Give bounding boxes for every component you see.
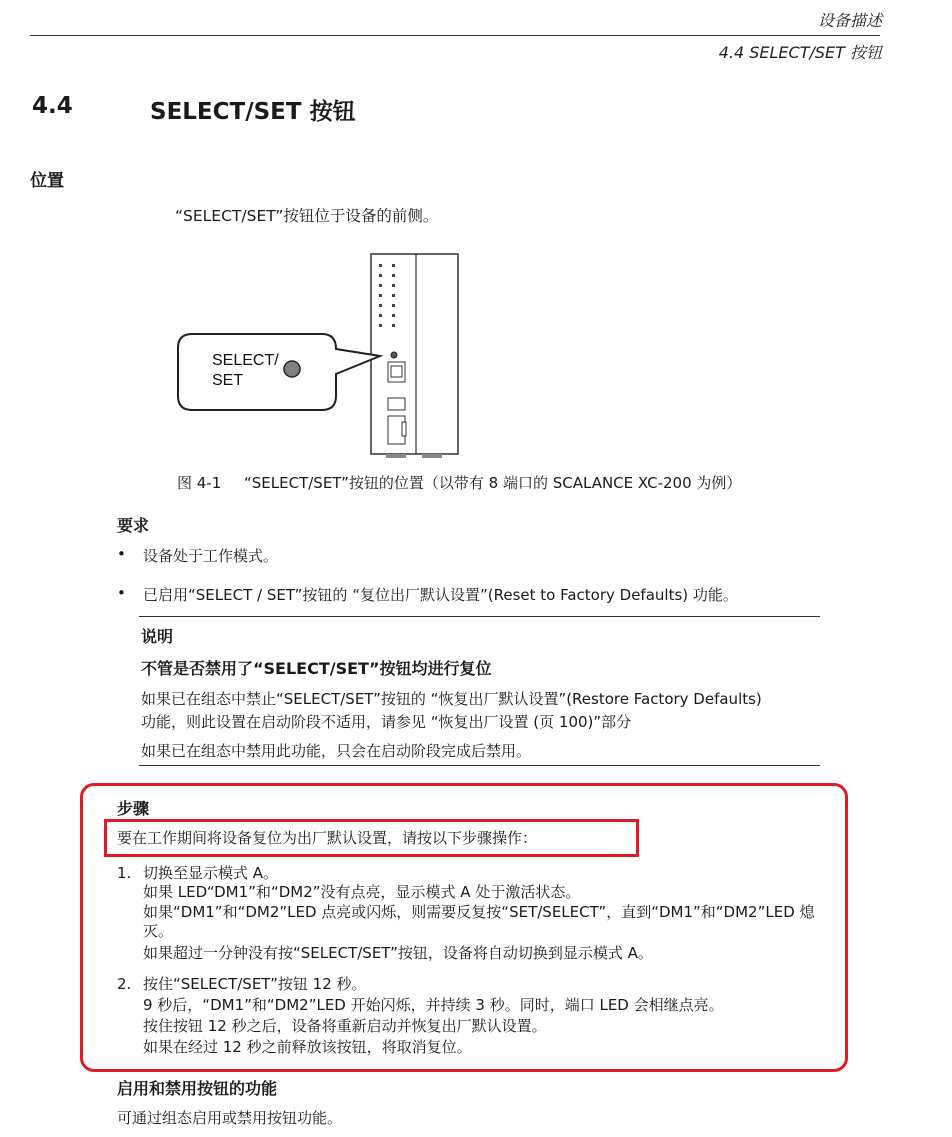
note-title: 不管是否禁用了“SELECT/SET”按钮均进行复位	[141, 659, 492, 678]
step-line: 灭。	[143, 922, 174, 940]
callout-label-line1: SELECT/	[212, 352, 279, 369]
note-top-rule	[139, 616, 820, 617]
note-para1-line2: 功能，则此设置在启动阶段不适用，请参见 “恢复出厂设置 (页 100)”部分	[141, 713, 632, 731]
enable-disable-text: 可通过组态启用或禁用按钮功能。	[117, 1109, 343, 1127]
location-heading: 位置	[30, 171, 64, 191]
header-rule	[30, 35, 880, 36]
note-para1-line1: 如果已在组态中禁止“SELECT/SET”按钮的 “恢复出厂默认设置”(Restore Factory Defaults)	[141, 690, 762, 708]
running-header-chapter: 设备描述	[817, 11, 882, 30]
step-line: 如果“DM1”和“DM2”LED 点亮或闪烁，则需要反复按“SET/SELECT”，直到“DM1”和“DM2”LED 熄	[143, 903, 815, 921]
section-title: SELECT/SET 按钮	[150, 99, 356, 125]
note-para2: 如果已在组态中禁用此功能，只会在启动阶段完成后禁用。	[141, 742, 532, 760]
enable-disable-heading: 启用和禁用按钮的功能	[117, 1079, 278, 1098]
step-line: 切换至显示模式 A。	[143, 864, 279, 882]
step-line: 按住按钮 12 秒之后，设备将重新启动并恢复出厂默认设置。	[143, 1017, 547, 1035]
device-body	[371, 254, 458, 454]
callout-bubble	[178, 334, 380, 410]
requirement-item: 设备处于工作模式。	[143, 547, 279, 565]
callout-button-icon	[284, 361, 300, 377]
location-text: “SELECT/SET”按钮位于设备的前侧。	[175, 207, 439, 225]
step-line: 如果 LED“DM1”和“DM2”没有点亮，显示模式 A 处于激活状态。	[143, 883, 581, 901]
procedure-intro: 要在工作期间将设备复位为出厂默认设置，请按以下步骤操作：	[117, 829, 538, 847]
procedure-heading: 步骤	[117, 799, 150, 818]
step-line: 9 秒后，“DM1”和“DM2”LED 开始闪烁，并持续 3 秒。同时，端口 LED 会相继点亮。	[143, 996, 724, 1014]
figure-caption-number: 图 4-1	[177, 474, 222, 492]
step-line: 如果在经过 12 秒之前释放该按钮，将取消复位。	[143, 1038, 472, 1056]
section-number: 4.4	[32, 93, 73, 119]
step-line: 如果超过一分钟没有按“SELECT/SET”按钮，设备将自动切换到显示模式 A。	[143, 944, 653, 962]
step-number: 2.	[117, 975, 132, 993]
requirement-item: 已启用“SELECT / SET”按钮的 “复位出厂默认设置”(Reset to Factory Defaults) 功能。	[143, 586, 738, 604]
port-mid	[388, 398, 405, 410]
bullet-icon: •	[117, 584, 126, 602]
device-select-button	[391, 352, 397, 358]
note-bottom-rule	[139, 765, 820, 766]
note-label: 说明	[141, 627, 174, 646]
step-line: 按住“SELECT/SET”按钮 12 秒。	[143, 975, 367, 993]
running-header-section: 4.4 SELECT/SET 按钮	[718, 43, 882, 62]
requirements-heading: 要求	[117, 516, 150, 535]
callout-label-line2: SET	[212, 372, 244, 389]
step-number: 1.	[117, 864, 132, 882]
figure-caption-text: “SELECT/SET”按钮的位置（以带有 8 端口的 SCALANCE XC-200 为例）	[244, 474, 742, 492]
bullet-icon: •	[117, 545, 126, 563]
